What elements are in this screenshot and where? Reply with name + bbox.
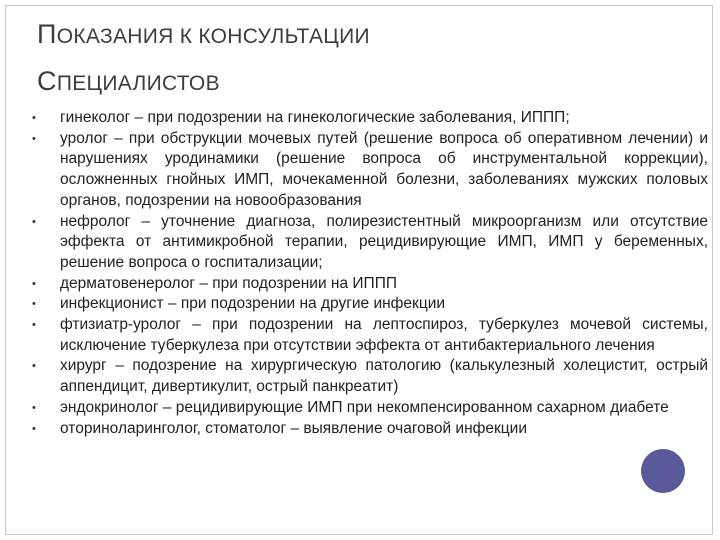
bullet-icon: • [32,360,36,373]
list-item-infectionist [32,294,708,315]
bullet-icon: • [32,422,36,435]
list-item-nephrologist [32,212,708,274]
item-text: инфекционист – при подозрении на другие инфекции [60,295,446,313]
item-text: гинеколог – при подозрении на гинекологические заболевания, ИППП; [60,109,570,126]
bullet-icon: • [32,298,36,311]
title-line-1: ПОКАЗАНИЯ К КОНСУЛЬТАЦИИ [37,19,370,49]
list-item-surgeon [32,356,708,397]
list-item-phthisiourologist [32,315,708,356]
bullet-icon: • [32,132,36,145]
list-item-ent-dentist [32,419,708,440]
list-item-urologist [32,129,708,212]
bullet-icon: • [32,112,36,124]
item-text: фтизиатр-уролог – при подозрении на лептоспироз, туберкулез мочевой системы, исключение туберкулеза при отсутствии эффекта от антибактериального лечения [60,316,708,354]
decorative-circle [641,449,685,493]
bullet-icon: • [32,215,36,228]
slide-title [37,12,657,106]
item-text: хирург – подозрение на хирургическую патологию (калькулезный холецистит, острый аппендицит, дивертикулит, острый панкреатит) [60,357,708,396]
list-item-dermatovenerologist [32,274,708,295]
indications-list [32,108,708,439]
bullet-icon: • [32,277,36,290]
list-item-endocrinologist [32,398,708,419]
item-text: дерматовенеролог – при подозрении на ИППП [60,274,397,292]
list-item-gynecologist [32,108,708,129]
bullet-icon: • [32,319,36,332]
item-text: оториноларинголог, стоматолог – выявление очаговой инфекции [60,419,527,437]
item-text: нефролог – уточнение диагноза, полирезистентный микроорганизм или отсутствие эффекта от антимикробной терапии, рецидивирующие ИМП, ИМП у беременных, решение вопроса о госпитализации; [60,212,708,271]
item-text: эндокринолог – рецидивирующие ИМП при некомпенсированном сахарном диабете [60,398,669,416]
title-line-2: СПЕЦИАЛИСТОВ [37,66,220,96]
bullet-icon: • [32,401,36,414]
item-text: уролог – при обструкции мочевых путей (решение вопроса об оперативном лечении) и нарушениях уродинамики (решение вопроса об инструментальной коррекции), осложненных гнойных ИМП, мочекаменной болезни, заболеваниях мужских половых органов, подозрении на новообразования [60,129,708,209]
